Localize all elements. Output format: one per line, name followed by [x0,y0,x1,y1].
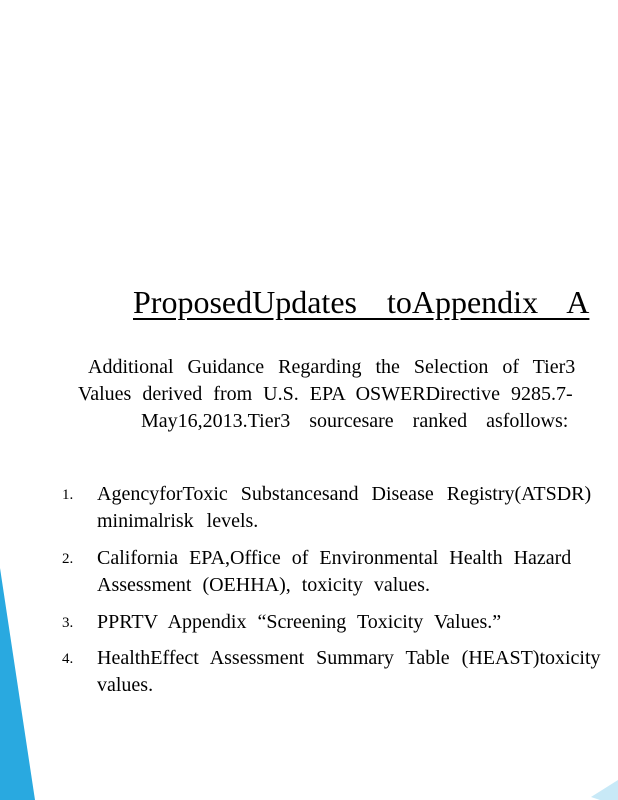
list-item-line: HealthEffect Assessment Summary Table (HEAST)toxicity [97,647,601,669]
list-item-number: 4. [62,651,74,667]
list-item-number: 2. [62,551,74,567]
list-item-line: PPRTV Appendix “Screening Toxicity Values.” [97,611,502,633]
list-item-line: values. [97,674,154,696]
slide-title: ProposedUpdates toAppendix A [133,284,590,320]
list-item [60,645,618,699]
list-item [60,545,618,599]
intro-line-2: Values derived from U.S. EPA OSWERDirective 9285.7- [78,383,573,405]
list-item-line: minimalrisk levels. [97,510,259,532]
intro-line-1: Additional Guidance Regarding the Selection of Tier3 [88,356,576,378]
list-item-line: Assessment (OEHHA), toxicity values. [97,574,430,596]
list-item-number: 3. [62,615,74,631]
tier3-source-list [60,481,618,699]
list-item-line: AgencyforToxic Substancesand Disease Registry(ATSDR) [97,483,592,505]
list-item [60,609,618,636]
list-item-number: 1. [62,487,74,503]
list-item [60,481,618,535]
intro-paragraph [60,354,618,435]
accent-shape-right [591,780,618,800]
list-item-line: California EPA,Office of Environmental Health Hazard [97,547,572,569]
intro-line-3: May16,2013.Tier3 sourcesare ranked asfollows: [141,410,569,432]
accent-shape-left [0,568,35,800]
